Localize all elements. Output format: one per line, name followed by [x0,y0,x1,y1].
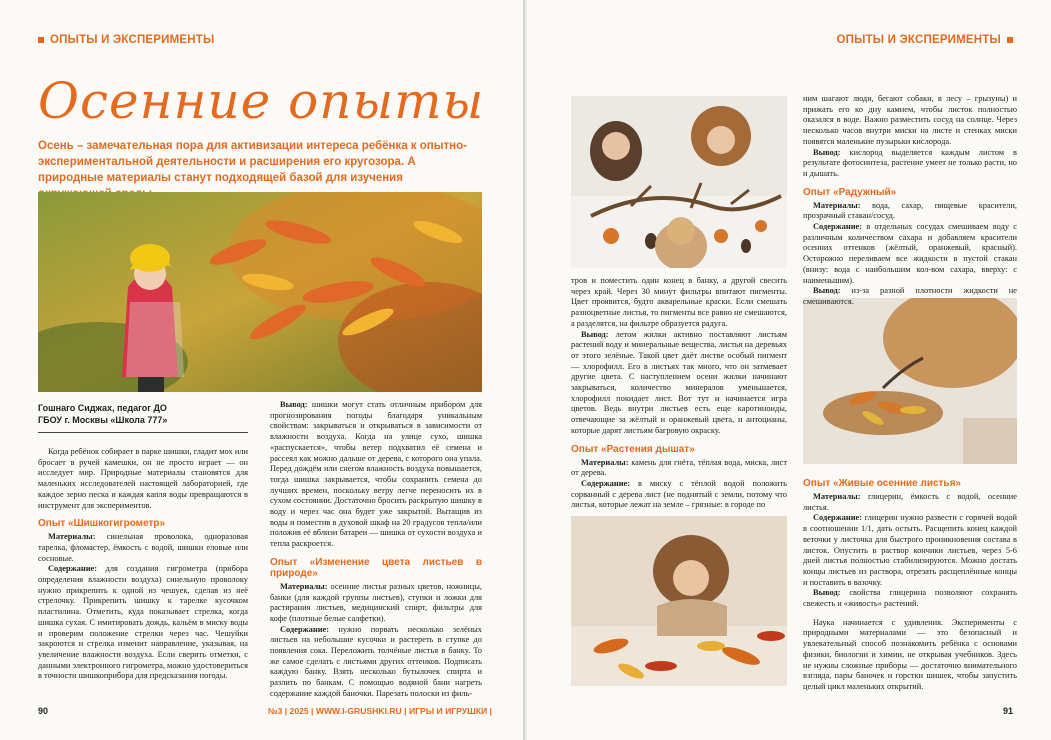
materials-label: Материалы: [813,200,861,210]
continued-paragraph: тров и поместить один конец в банку, а другой свесить через край. Через 30 минут фильтры впитают пигменты. Цвет проявится, будто акварельные краски. Если смешать разноцветные листья, то пигменты все равно не смешаются, а разделятся, на фильтре образуется радуга. [571,276,787,328]
right-page [527,0,1051,740]
photo-leaf-craft [803,298,1017,464]
content-text: для создания гигрометра (прибора определения влажности воздуха) синельную проволоку нужно прикрепить к одной из чешуек, сделав из неё стрелочку. Прикрепить шишку к тарелке кусочком пластилина. Отметить, куда показывает стрелка, когда шишка сухая. С имитировать дождь, кальём в миску воды и проверим положение стрелки через час. Чешуйки закроются и стрелка изменит направление, указывая, на увеличение влажности воздуха. Если сверить отметки, с данными электронного гигрометра, можно удостовериться в точности шишкоприбора для предсказания погоды. [38,564,248,681]
text-column-1 [38,447,248,682]
lead-paragraph: Осень – замечательная пора для активизации интереса ребёнка к опытно-экспериментальной деятельности и расширения его кругозора. А природные материалы станут подходящей базой для изучения [38,140,467,184]
conclusion-text: летом жилки активно поставляют листьям растений воду и минеральные вещества, листья на деревьях от этого зелёные. Такой цвет даёт листве особый пигмент — хлорофилл. Его в листьях так много, что он затмевает другие цвета. С наступлением осени жилки начинают закрываться, количество минералов уменьшается, хлорофилл покидает лист. Вот тут и начинается игра цветов. Ведь внутри листьев есть еще каротиноиды, отвечающие за жёлтый и оранжевый цвета, и антоцианы, которые дарят листьям багровую окраску. [571,329,787,435]
conclusion-text: кислород выделяется каждым листом в результате фотосинтеза, растение умеет не только расти, но и дышать. [803,147,1017,178]
author-name: Гошнаго Сиджах, педагог ДО [38,403,167,413]
materials-label: Материалы: [581,457,629,467]
left-page [0,0,523,740]
photo-girl-autumn-tree [38,192,482,392]
square-bullet-icon [1007,37,1013,43]
conclusion-text: шишки могут стать отличным прибором для прогнозирования погоды благодаря уникальным свойствам: закрываться и открываться в зависимости от влажности воздуха. Когда на улице сухо, шишка «распускается», чтобы ветер подхватил её семена и рассеял как можно дальше от дерева, с которого она упала. Перед дождём или снегом влажность воздуха повышается, тогда шишка закрывается, чтобы сохранить семена до лучших времен, поскольку ветру легче переносить их в сухом состоянии. Достаточно бросить раскрытую шишку в воду и через час она будет уже закрытой. Вытащив из воды и поместив в духовой шкаф на 20 градусов тепла/или положив её вблизи батареи — шишка от сухости воздуха и тепла раскроется. [270,400,482,549]
conclusion-label: Вывод: [280,400,308,409]
content-text: нужно порвать несколько зелёных листьев на небольшие кусочки и растереть в ступке до появления сока. Переложить толчёные листья в банку. То же самое сделать с листьями других оттенков. Подписать каждую банку. Взять несколько бутылочек спирта и разлить по банкам. С помощью водяной бани нагреть содержание каждой баночки. Парезать полоски из филь- [270,624,482,698]
content-text: в миску с тёплой водой положить сорванный с дерева лист (не поднятый с земли, потому что листья, которые лежат на земле – грязные: в городе по [571,478,787,510]
author-block [38,402,248,433]
conclusion-text: свойства глицерина позволяют сохранять свежесть и «живость» растений. [803,588,1017,609]
experiment-title: Опыт «Живые осенние листья» [803,478,961,489]
materials-label: Материалы: [813,492,861,501]
materials-text: вода, сахар, пищевые красители, прозрачный стакан/сосуд. [803,200,1017,221]
section-tag [837,34,1013,46]
content-text: глицерин нужно развести с горячей водой в соотношении 1/1, дать остыть. Расщепить конец каждой веточки у листочка для быстрого проникновения состава в листок. Опустить в раствор кончики листьев, через 5-6 дней листья полностью стабилизируются. Можно достать концы листьев из раствора, отрезать расщеплённые концы и поставить в вазочку. [803,513,1017,587]
author-affiliation: ГБОУ г. Москвы «Школа 777» [38,415,168,425]
conclusion-label: Вывод: [813,588,841,598]
experiment-title: Опыт «Шишкогигрометр» [38,518,166,530]
content-label: Содержание: [48,564,98,574]
section-tag-label: ОПЫТЫ И ЭКСПЕРИМЕНТЫ [836,34,1001,46]
content-label: Содержание: [813,513,863,523]
intro-paragraph: Когда ребёнок собирает в парке шишки, гладит мох или бросает в ручей камешки, он не просто играет — он исследует мир. Природные материалы становятся для маленьких исследователей настоящей лабораторией, где каждое зерно песка и каждая капля воды превращаются в инструмент для экспериментов. [38,447,248,510]
page-title: Осенние опыты [38,72,485,130]
materials-text: глицерин, ёмкость с водой, осенние листья. [803,492,1017,512]
conclusion-text: из-за разной плотности жидкости не смешиваются. [803,286,1017,306]
text-column-2 [270,400,482,700]
content-label: Содержание: [813,222,863,232]
page-number-right: 91 [1002,706,1013,716]
materials-text: камень для гнёта, тёплая вода, миска, лист от дерева. [571,457,787,478]
content-label: Содержание: [280,624,330,634]
experiment-title: Опыт «Изменение цвета листьев в природе» [270,556,482,579]
photo-children-branches [571,96,787,268]
conclusion-label: Вывод: [581,329,609,339]
materials-text: синельная проволока, одноразовая тарелка, фломастер, ёмкость с водой, шишки еловые или сосновые. [38,532,248,563]
materials-label: Материалы: [280,581,328,591]
text-column-4-lower [803,478,1017,693]
footer-running-head: №3 | 2025 | WWW.I-GRUSHKI.RU | ИГРЫ И ИГРУШКИ | [268,706,492,716]
materials-label: Материалы: [48,532,96,542]
square-bullet-icon [38,37,44,43]
section-tag [38,34,214,46]
text-column-4 [803,94,1017,308]
text-column-3 [571,276,787,511]
photo-boy-leaves [571,516,787,686]
section-tag-label: ОПЫТЫ И ЭКСПЕРИМЕНТЫ [50,34,215,46]
outro-paragraph: Наука начинается с удивления. Эксперименты с природными материалами — это безопасный и увлекательный способ познакомить ребёнка с основами физики, биологии и химии, не открывая учебников. Здесь не нужны сложные приборы — достаточно внимательного взгляда, пары баночек и горстки шишек, чтобы запустить целый цикл маленьких открытий. [803,617,1017,691]
page-number-left: 90 [38,706,49,716]
continued-paragraph: ним шагают люди, бегают собаки, в лесу – грызуны) и прижать его ко дну камнем, чтобы листок полностью оказался в воде. Важно разместить сосуд на солнце. Через несколько часов внутри миски на листе и стенках миски появятся маленькие пузырьки кислорода. [803,94,1017,146]
conclusion-label: Вывод: [813,147,841,157]
conclusion-label: Вывод: [813,286,841,296]
content-text: в отдельных сосудах смешиваем воду с различным количеством сахара и добавляем красители осенних оттенков (жёлтый, оранжевый, красный). Осторожно переливаем все жидкости в пустой стакан (внизу: вода с наибольшим кол-вом сахара, вверху: с наименьшим). [803,222,1017,285]
materials-text: осенние листья разных цветов, ножницы, банки (для каждой группы листьев), ступки и ложки для растирания листьев, медицинский спирт, фильтры для кофе (плотные белые салфетки). [270,581,482,623]
experiment-title: Опыт «Растения дышат» [571,443,695,455]
content-label: Содержание: [581,478,631,488]
experiment-title: Опыт «Радужный» [803,186,897,198]
